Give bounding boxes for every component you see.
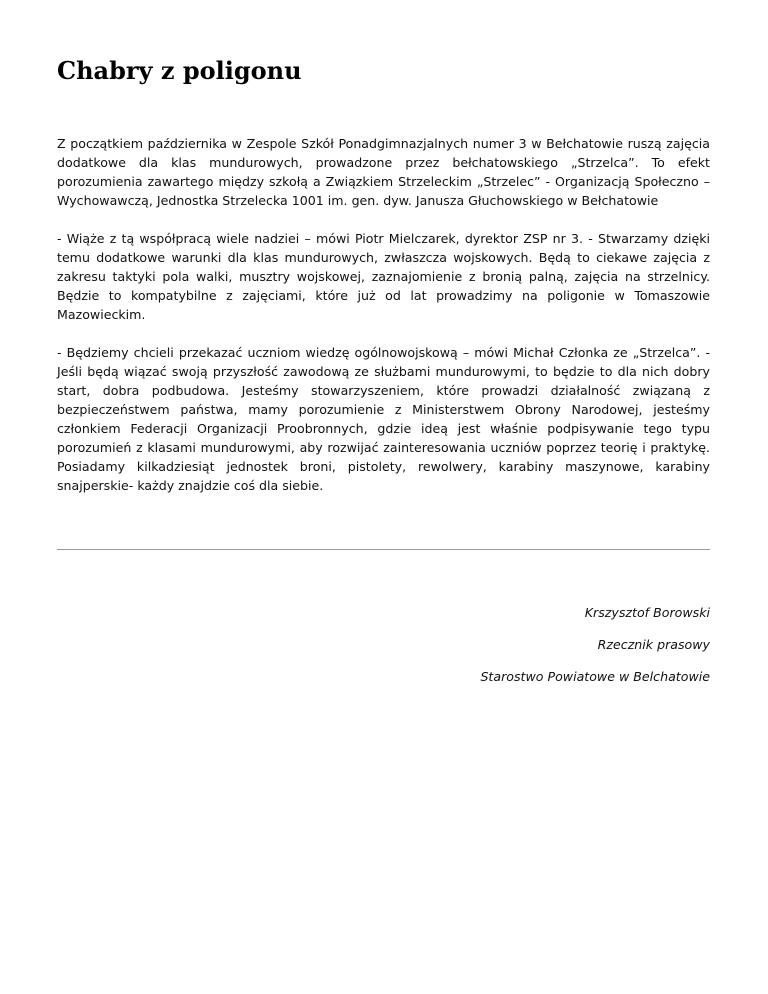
signature-role: Rzecznik prasowy: [597, 637, 710, 652]
horizontal-divider: [57, 549, 710, 550]
paragraph-intro: Z początkiem października w Zespole Szkół Ponadgimnazjalnych numer 3 w Bełchatowie ruszą zajęcia dodatkowe dla klas mundurowych, prowadzone przez bełchatowskiego „Strzelca”. To efekt porozumienia zawartego między szkołą a Związkiem Strzeleckim „Strzelec” - Organizacją Społeczno – Wychowawczą, Jednostka Strzelecka 1001 im. gen. dyw. Janusza Głuchowskiego w Bełchatowie: [57, 136, 710, 208]
paragraph-strzelec-quote: - Będziemy chcieli przekazać uczniom wiedzę ogólnowojskową – mówi Michał Członka ze „Strzelca”. - Jeśli będą wiązać swoją przyszłość zawodową ze służbami mundurowymi, to będzie to dla nich dobry start, dobra podbudowa. Jesteśmy stowarzyszeniem, które prowadzi działalność związaną z bezpieczeństwem państwa, mamy porozumienie z Ministerstwem Obrony Narodowej, jesteśmy członkiem Federacji Organizacji Proobronnych, gdzie ideą jest właśnie podpisywanie tego typu porozumień z klasami mundurowymi, aby rozwijać zainteresowania uczniów poprzez teorię i praktykę. Posiadamy kilkadziesiąt jednostek broni, pistolety, rewolwery, karabiny maszynowe, karabiny snajperskie- każdy znajdzie coś dla siebie.: [57, 345, 710, 493]
article-body: [57, 134, 710, 514]
article-title: Chabry z poligonu: [57, 56, 302, 85]
paragraph-director-quote: - Wiąże z tą współpracą wiele nadziei – mówi Piotr Mielczarek, dyrektor ZSP nr 3. - Stwarzamy dzięki temu dodatkowe warunki dla klas mundurowych, zwłaszcza wojskowych. Będą to ciekawe zajęcia z zakresu taktyki pola walki, musztry wojskowej, zaznajomienie z bronią palną, zajęcia na strzelnicy. Będzie to kompatybilne z zajęciami, które już od lat prowadzimy na poligonie w Tomaszowie Mazowieckim.: [57, 231, 710, 322]
signature-block: [57, 603, 710, 699]
signature-organization: Starostwo Powiatowe w Belchatowie: [480, 669, 710, 684]
signature-name: Krszysztof Borowski: [584, 605, 710, 620]
